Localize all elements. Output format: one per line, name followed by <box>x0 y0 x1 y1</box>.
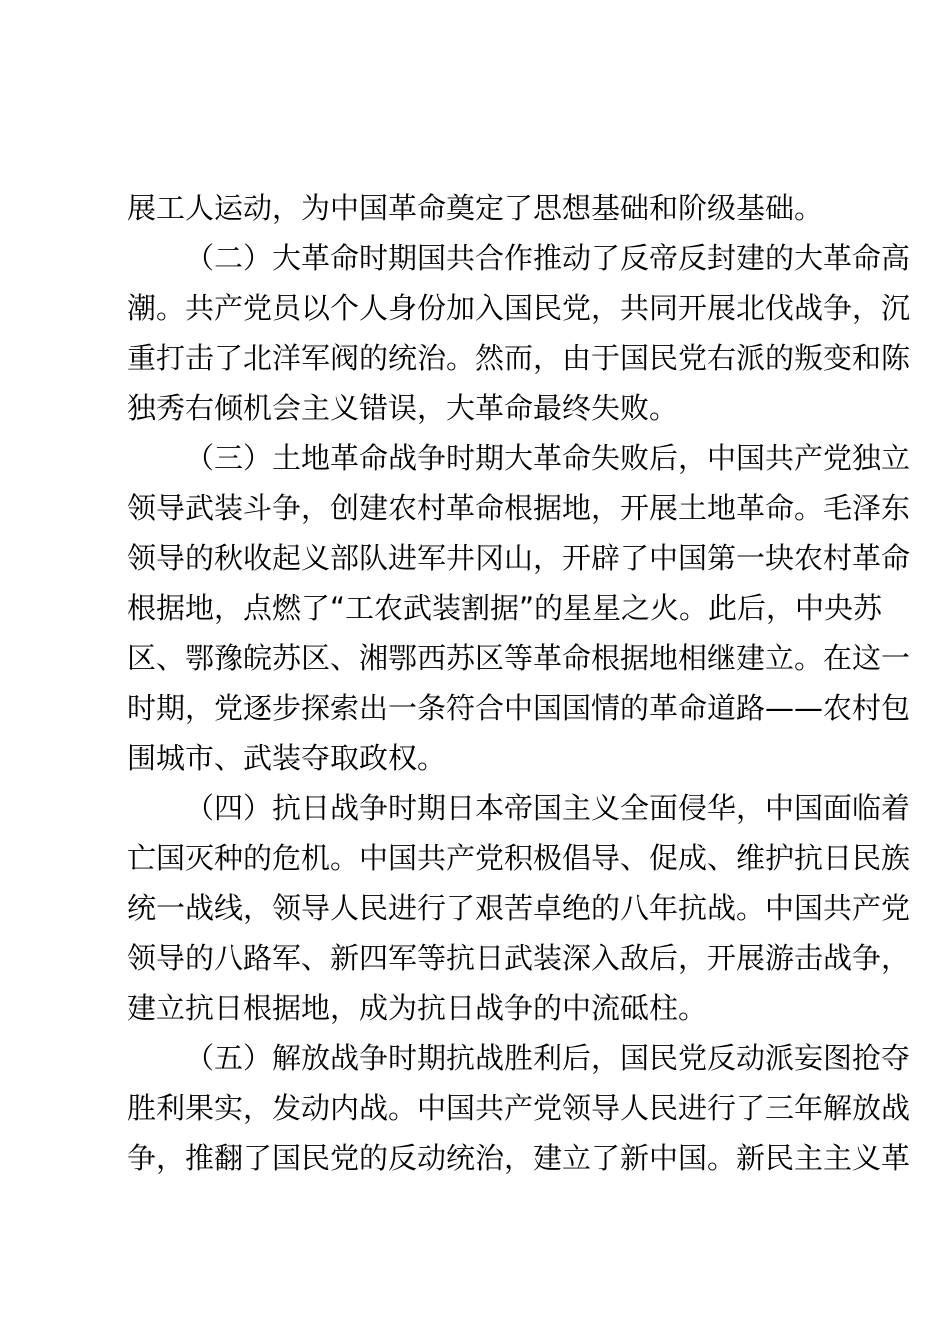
text-line: 争，推翻了国民党的反动统治，建立了新中国。新民主主义革 <box>127 1141 911 1175</box>
text-line: 重打击了北洋军阀的统治。然而，由于国民党右派的叛变和陈 <box>127 341 911 375</box>
paragraph-heading-line: （三）土地革命战争时期大革命失败后，中国共产党独立 <box>185 441 911 475</box>
text-line: 展工人运动，为中国革命奠定了思想基础和阶级基础。 <box>127 191 824 225</box>
text-line: 领导武装斗争，创建农村革命根据地，开展土地革命。毛泽东 <box>127 491 911 525</box>
text-line: 围城市、武装夺取政权。 <box>127 741 447 775</box>
text-line: 胜利果实，发动内战。中国共产党领导人民进行了三年解放战 <box>127 1091 911 1125</box>
paragraph-heading-line: （二）大革命时期国共合作推动了反帝反封建的大革命高 <box>185 241 911 275</box>
text-line: 时期，党逐步探索出一条符合中国国情的革命道路——农村包 <box>127 691 911 725</box>
text-line: 根据地，点燃了“工农武装割据”的星星之火。此后，中央苏 <box>127 591 883 625</box>
text-line: 领导的八路军、新四军等抗日武装深入敌后，开展游击战争， <box>127 941 911 975</box>
text-line: 领导的秋收起义部队进军井冈山，开辟了中国第一块农村革命 <box>127 541 911 575</box>
text-line: 区、鄂豫皖苏区、湘鄂西苏区等革命根据地相继建立。在这一 <box>127 641 911 675</box>
paragraph-heading-line: （四）抗日战争时期日本帝国主义全面侵华，中国面临着 <box>185 791 911 825</box>
text-line: 建立抗日根据地，成为抗日战争的中流砥柱。 <box>127 991 708 1025</box>
text-line: 潮。共产党员以个人身份加入国民党，共同开展北伐战争，沉 <box>127 291 911 325</box>
text-line: 统一战线，领导人民进行了艰苦卓绝的八年抗战。中国共产党 <box>127 891 911 925</box>
paragraph-heading-line: （五）解放战争时期抗战胜利后，国民党反动派妄图抢夺 <box>185 1041 911 1075</box>
text-line: 亡国灭种的危机。中国共产党积极倡导、促成、维护抗日民族 <box>127 841 911 875</box>
text-line: 独秀右倾机会主义错误，大革命最终失败。 <box>127 391 679 425</box>
